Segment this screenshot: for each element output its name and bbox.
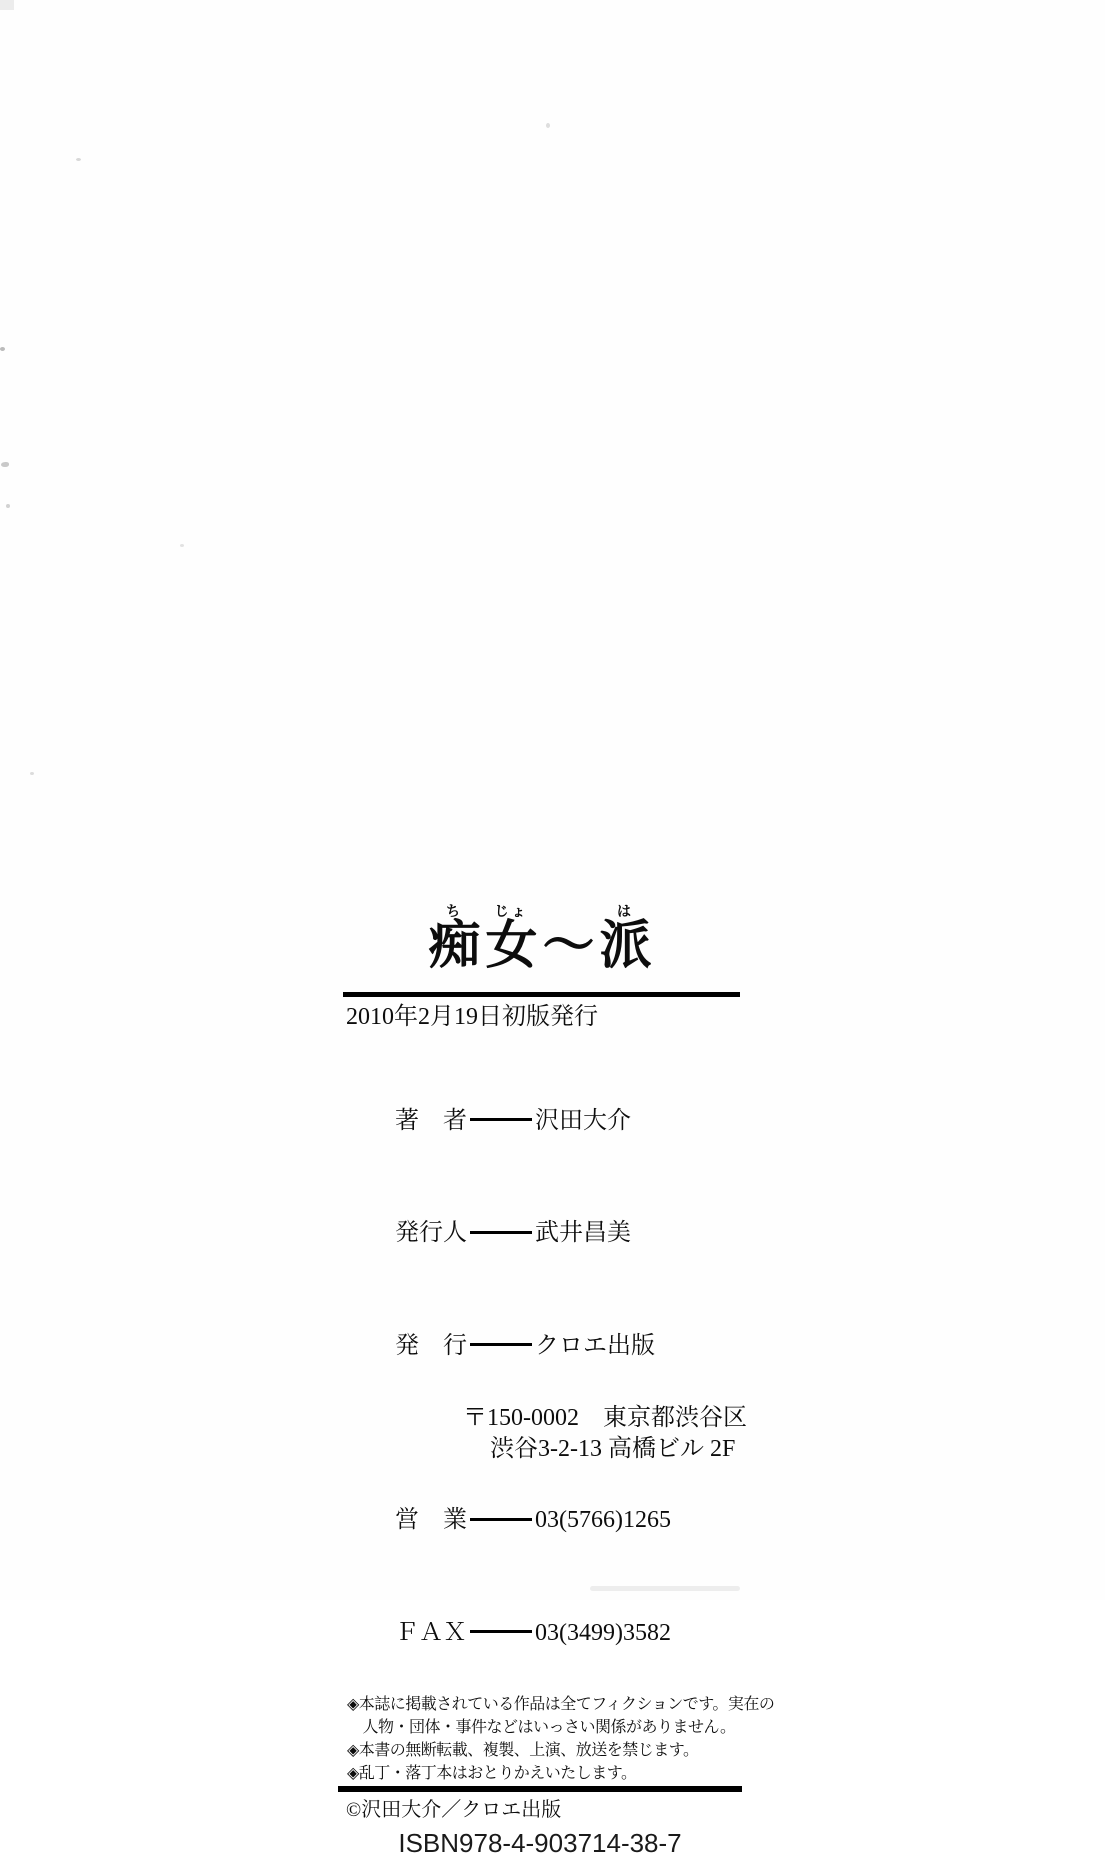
sales-phone-row: [347, 1465, 742, 1578]
legal-notices: [347, 1693, 775, 1786]
title-divider-rule: [343, 992, 740, 997]
publisher-label: 発 行: [395, 1332, 467, 1359]
leader-dash: [470, 1118, 532, 1121]
leader-dash: [470, 1518, 532, 1521]
title-char: [543, 905, 595, 973]
scan-speck: [0, 347, 5, 351]
scan-corner-mark: [0, 0, 14, 10]
publisher-person-value: 武井昌美: [535, 1220, 631, 1246]
scan-speck: [546, 123, 550, 128]
furigana: は: [617, 905, 635, 920]
furigana: ち: [445, 905, 463, 920]
footer-divider-rule: [338, 1786, 742, 1792]
edition-date: 2010年2月19日初版発行: [346, 1004, 598, 1030]
notice-line: ◈乱丁・落丁本はおとりかえいたします。: [347, 1765, 637, 1783]
scan-speck: [76, 158, 81, 161]
notice-line: ◈本誌に掲載されている作品は全てフィクションです。実在の: [347, 1695, 775, 1713]
leader-dash: [470, 1630, 532, 1633]
publisher-address-line1: 〒150-0002 東京都渋谷区: [463, 1404, 747, 1431]
isbn-number: ISBN978-4-903714-38-7: [398, 1827, 682, 1858]
title-kanji: ～: [542, 918, 595, 975]
fax-label: ＦＡＸ: [395, 1619, 467, 1646]
title-kanji: 女: [485, 918, 538, 975]
fax-value: 03(3499)3582: [535, 1619, 671, 1646]
author-label: 著 者: [395, 1107, 467, 1134]
sales-phone-value: 03(5766)1265: [535, 1507, 671, 1533]
scan-speck: [180, 544, 184, 547]
author-row: [347, 1065, 742, 1178]
title-kanji: 派: [599, 918, 652, 975]
colophon-block: [338, 905, 775, 1858]
notice-line: ◈本書の無断転載、複製、上演、放送を禁じます。: [347, 1742, 699, 1760]
scan-speck: [1, 462, 9, 467]
sales-label: 営 業: [395, 1507, 467, 1533]
furigana: じょ: [494, 905, 529, 920]
fax-row: [347, 1577, 742, 1690]
notice-line: 人物・団体・事件などはいっさい関係がありません。: [347, 1718, 736, 1736]
publisher-person-label: 発行人: [395, 1220, 467, 1246]
publisher-person-row: [347, 1178, 742, 1291]
author-value: 沢田大介: [535, 1107, 631, 1134]
title-char: [600, 905, 652, 973]
copyright-line: ©沢田大介／クロエ出版: [346, 1798, 562, 1821]
title-kanji: 痴: [428, 918, 481, 975]
leader-dash: [470, 1343, 532, 1346]
publisher-row: [347, 1290, 742, 1403]
scan-speck: [6, 504, 10, 508]
publisher-value: クロエ出版: [535, 1332, 655, 1359]
book-title: [338, 905, 742, 973]
title-char: [485, 905, 537, 973]
leader-dash: [470, 1231, 532, 1234]
scan-speck: [30, 772, 34, 775]
publisher-address-line2: 渋谷3-2-13 高橋ビル 2F: [490, 1435, 736, 1462]
title-char: [428, 905, 480, 973]
publication-rows: [347, 1065, 747, 1690]
